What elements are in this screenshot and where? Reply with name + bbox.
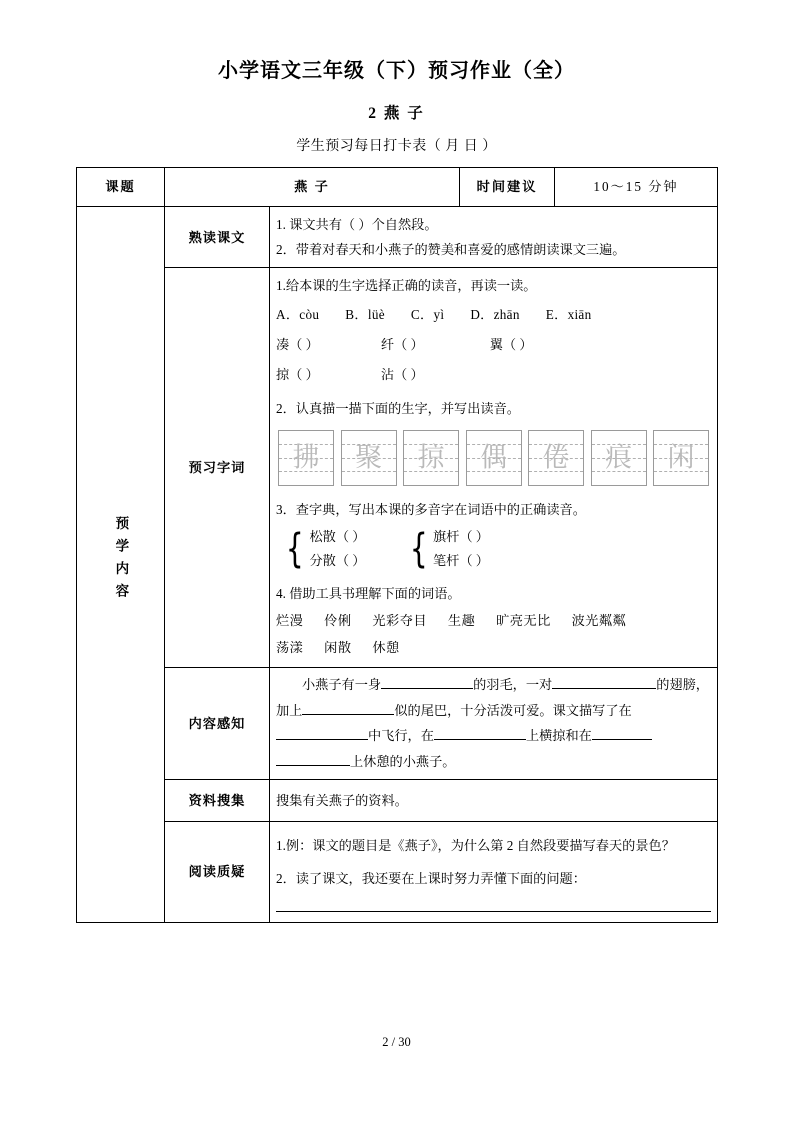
worksheet-table [76, 167, 718, 923]
brace-icon-2: { [409, 526, 428, 573]
perception-blank-2[interactable] [552, 688, 656, 689]
vocab-lingli: 伶俐 [324, 612, 352, 628]
perception-part-6: 上横掠和在 [525, 728, 592, 744]
row-label-read-text: 熟读课文 [165, 207, 270, 268]
brace-icon-1: { [285, 526, 304, 573]
perception-part-1: 小燕子有一身 [302, 676, 382, 692]
pinyin-option-e: E．xiān [545, 307, 592, 323]
word-blank-zhan[interactable]: 沾（ ） [380, 367, 424, 383]
polyphone-item-fensan[interactable]: 分散（ ） [309, 553, 366, 569]
questions-answer-blank[interactable] [276, 895, 711, 912]
table-header-row [77, 168, 718, 207]
lesson-title: 2 燕 子 [368, 105, 425, 122]
row-label-perception: 内容感知 [165, 667, 270, 779]
polyphone-group-2 [406, 525, 490, 574]
vocab-xiuqi: 休憩 [372, 639, 400, 655]
table-row-words [77, 268, 718, 668]
header-time-label: 时间建议 [460, 168, 555, 207]
header-topic-label: 课题 [77, 168, 165, 207]
polyphone-block [282, 525, 711, 574]
tracing-cell-4[interactable] [466, 430, 522, 486]
vocab-lanman: 烂漫 [276, 612, 304, 628]
table-row-materials [77, 779, 718, 821]
row-content-words [270, 268, 718, 668]
tracing-char-2: 聚 [355, 442, 382, 473]
vocab-guangcaiduomu: 光彩夺目 [372, 612, 428, 628]
tracing-char-5: 倦 [542, 442, 570, 473]
table-row-questions [77, 821, 718, 922]
polyphone-item-qigan[interactable]: 旗杆（ ） [432, 528, 489, 544]
header-time-value: 10～15 分钟 [555, 168, 718, 207]
page-number: 2 / 30 [382, 1035, 411, 1049]
tracing-cell-7[interactable] [653, 430, 709, 486]
tracing-grid [278, 430, 709, 486]
checkin-subtitle: 学生预习每日打卡表（ 月 日 ） [296, 139, 497, 154]
tracing-cell-6[interactable] [591, 430, 647, 486]
word-blank-xian[interactable]: 纤（ ） [380, 337, 424, 353]
perception-blank-6[interactable] [592, 739, 652, 740]
vocab-boguanglinlin: 波光粼粼 [571, 612, 627, 628]
tracing-cell-5[interactable] [528, 430, 584, 486]
row-label-words: 预习字词 [165, 268, 270, 668]
row-label-questions: 阅读质疑 [165, 821, 270, 922]
tracing-cell-3[interactable] [403, 430, 459, 486]
tracing-cell-1[interactable] [278, 430, 334, 486]
section-label: 预学内容 [113, 515, 129, 606]
word-blank-cou[interactable]: 凑（ ） [276, 337, 319, 353]
table-row-perception [77, 667, 718, 779]
tracing-char-3: 掠 [417, 442, 445, 473]
word-blanks-row-1 [276, 333, 711, 356]
word-blank-yi[interactable]: 翼（ ） [489, 337, 533, 353]
tracing-char-6: 痕 [605, 442, 632, 473]
pinyin-option-b: B．lüè [345, 307, 385, 323]
perception-blank-3[interactable] [302, 714, 394, 715]
vocab-shengqu: 生趣 [447, 612, 476, 628]
pinyin-option-a: A．còu [276, 307, 320, 323]
perception-part-5: 中飞行，在 [368, 728, 434, 744]
word-blank-lue[interactable]: 掠（ ） [276, 367, 319, 383]
read-text-line-1: 1. 课文共有（ ）个自然段。 [276, 217, 438, 232]
section-label-cell [77, 207, 165, 923]
questions-line-1: 1.例：课文的题目是《燕子》，为什么第 2 自然段要描写春天的景色？ [276, 838, 675, 854]
vocab-row-2 [276, 636, 711, 659]
pinyin-option-c: C．yì [410, 307, 445, 323]
perception-part-3: 的翅膀，加上 [276, 676, 709, 718]
words-q1: 1.给本课的生字选择正确的读音，再读一读。 [276, 278, 537, 294]
row-content-questions [270, 821, 718, 922]
table-row-read-text [77, 207, 718, 268]
page-title: 小学语文三年级（下）预习作业（全） [218, 60, 575, 82]
tracing-char-4: 偶 [480, 442, 507, 473]
polyphone-item-bigan[interactable]: 笔杆（ ） [432, 553, 489, 569]
perception-part-7: 上休憩的小燕子。 [350, 754, 456, 770]
words-q4: 4. 借助工具书理解下面的词语。 [276, 585, 461, 601]
vocab-xiansan: 闲散 [324, 639, 352, 655]
perception-blank-1[interactable] [381, 688, 473, 689]
row-content-perception [270, 667, 718, 779]
vocab-row-1 [276, 609, 711, 632]
tracing-cell-2[interactable] [341, 430, 397, 486]
words-q3: 3．查字典，写出本课的多音字在词语中的正确读音。 [276, 501, 586, 517]
words-q2: 2．认真描一描下面的生字，并写出读音。 [276, 400, 520, 416]
perception-blank-5[interactable] [434, 739, 526, 740]
tracing-char-7: 闲 [667, 442, 695, 473]
vocab-kuangliangwubi: 旷亮无比 [496, 612, 551, 628]
polyphone-group-1 [282, 525, 366, 574]
polyphone-item-songsan[interactable]: 松散（ ） [309, 528, 366, 544]
row-content-read-text [270, 207, 718, 268]
vocab-dangyang: 荡漾 [276, 639, 304, 655]
perception-blank-7[interactable] [276, 765, 350, 766]
perception-part-4: 似的尾巴，十分活泼可爱。课文描写了在 [394, 702, 632, 718]
row-label-materials: 资料搜集 [165, 779, 270, 821]
questions-line-2: 2．读了课文，我还要在上课时努力弄懂下面的问题： [276, 871, 586, 887]
pinyin-option-d: D．zhān [470, 307, 520, 323]
read-text-line-2: 2．带着对春天和小燕子的赞美和喜爱的感情朗读课文三遍。 [276, 242, 626, 258]
row-content-materials: 搜集有关燕子的资料。 [270, 779, 718, 821]
perception-part-2: 的羽毛，一对 [473, 676, 553, 692]
tracing-char-1: 拂 [292, 442, 320, 473]
header-lesson-value: 燕 子 [165, 168, 460, 207]
word-blanks-row-2 [276, 363, 711, 386]
pinyin-options [276, 303, 711, 326]
perception-blank-4[interactable] [276, 739, 368, 740]
